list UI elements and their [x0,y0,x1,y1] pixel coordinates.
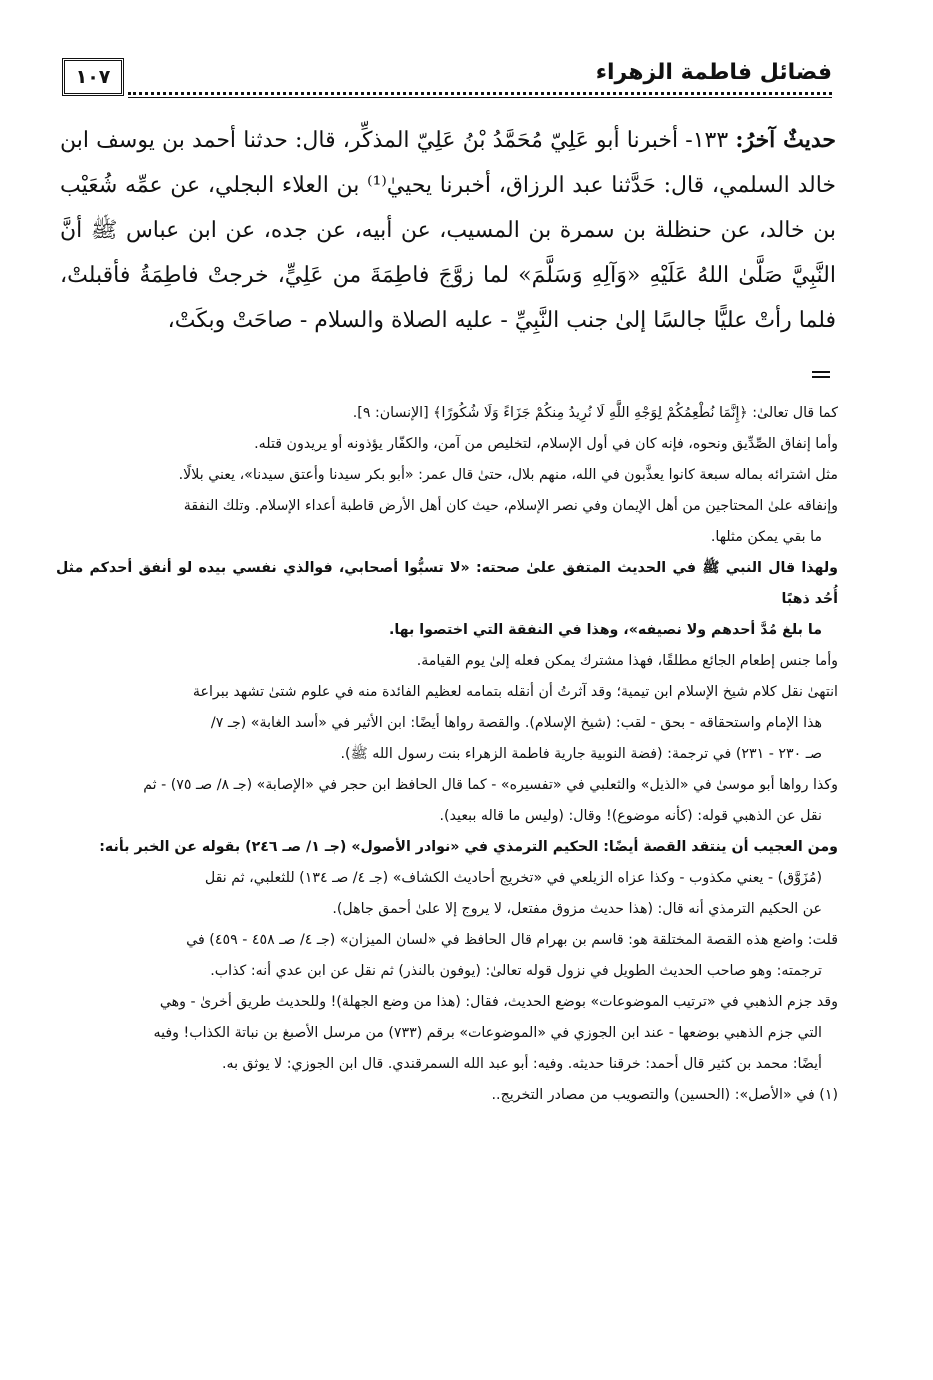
main-text [60,118,836,343]
footnote-line: نقل عن الذهبي قوله: (كأنه موضوع)! وقال: (وليس ما قاله ببعيد). [439,808,822,824]
footnote-line: هذا الإمام واستحقاقه - بحق - لقب: (شيخ الإسلام). والقصة رواها أيضًا: ابن الأثير في «أسد الغابة» (جـ ٧/ [210,715,822,731]
footnote-line: انتهىٰ نقل كلام شيخ الإسلام ابن تيمية؛ وقد آثرتُ أن أنقله بتمامه لعظيم الفائدة منه في علوم شتىٰ تشهد ببراعة [192,684,838,700]
footnote-line: ترجمته: وهو صاحب الحديث الطويل في نزول قوله تعالىٰ: (يوفون بالنذر) ثم نقل عن ابن عدي أنه: كذاب. [210,963,822,979]
footnote-line: قلت: واضع هذه القصة المختلقة هو: قاسم بن بهرام قال الحافظ في «لسان الميزان» (جـ ٤/ صـ ٤٥٨ - ٤٥٩) في [186,932,838,948]
footnote-line: وقد جزم الذهبي في «ترتيب الموضوعات» بوضع الحديث، فقال: (هذا من وضع الجهلة)! وللحديث طريق أخرىٰ - وهي [159,994,838,1010]
footnote-ref-1: (١) في «الأصل»: (الحسين) والتصويب من مصادر التخريج.. [491,1087,838,1103]
footnotes [56,398,838,1111]
footnote-line: ما بلغ مُدَّ أحدهم ولا نصيفه»، وهذا في النفقة التي اختصوا بها. [388,622,822,638]
hadith-text: ١٣٣- أخبرنا أبو عَلِيّ مُحَمَّدُ بْنُ عَلِيّ المذكِّر، قال: حدثنا أحمد بن يوسف ابن خالد السلمي، قال: حَدَّثنا عبد الرزاق، أخبرنا يحييٰ⁽¹⁾ بن العلاء البجلي، عن عمِّه شُعَيْب بن خالد، عن حنظلة بن سمرة بن المسيب، عن أبيه، عن جده، عن ابن عباس ﷺ أنَّ النَّبِيَّ صَلَّىٰ اللهُ عَلَيْهِ «وَآلِهِ وَسَلَّمَ» لما زوَّجَ فاطِمَةَ من عَلِيٍّ، خرجتْ فاطِمَةُ فأقبلتْ، فلما رأتْ عليًّا جالسًا إلىٰ جنب النَّبِيِّ - عليه الصلاة والسلام - صاحَتْ وبكَتْ، [60,128,837,333]
footnote-line: أيضًا: محمد بن كثير قال أحمد: خرقنا حديثه. وفيه: أبو عبد الله السمرقندي. قال ابن الجوزي: لا يوثق به. [221,1056,822,1072]
page-header [62,58,832,100]
footnote-line: صـ ٢٣٠ - ٢٣١) في ترجمة: (فضة النوبية جارية فاطمة الزهراء بنت رسول الله ﷺ). [340,746,822,762]
footnote-line: كما قال تعالىٰ: ﴿إِنَّمَا نُطْعِمُكُمْ لِوَجْهِ اللَّهِ لَا نُرِيدُ مِنكُمْ جَزَاءً وَلَا شُكُورًا﴾ [الإنسان: ٩]. [352,405,838,421]
header-solid-rule [128,97,832,98]
footnote-line: عن الحكيم الترمذي أنه قال: (هذا حديث مزوق مفتعل، لا يروج إلا علىٰ أحمق جاهل). [332,901,822,917]
footnote-line: وأما إنفاق الصِّدِّيق ونحوه، فإنه كان في أول الإسلام، لتخليص من آمن، والكفّار يؤذونه أو يريدون قتله. [254,436,838,452]
footnote-line: ما بقي يمكن مثلها. [710,529,822,545]
page-number: ١٠٧ [62,58,124,96]
footnote-line: التي جزم الذهبي بوضعها - عند ابن الجوزي في «الموضوعات» برقم (٧٣٣) من مرسل الأصبغ بن نباتة الكذاب! وفيه [153,1025,822,1041]
footnote-line: ومن العجيب أن ينتقد القصة أيضًا: الحكيم الترمذي في «نوادر الأصول» (جـ ١/ صـ ٢٤٦) بقوله عن الخبر بأنه: [99,839,838,855]
hadith-paragraph [60,118,836,343]
footnote-line: مثل اشترائه بماله سبعة كانوا يعذَّبون في الله، منهم بلال، حتىٰ قال عمر: «أبو بكر سيدنا وأعتق سيدنا»، يعني بلالًا. [178,467,838,483]
book-title: فضائل فاطمة الزهراء [595,60,832,85]
footnote-separator [812,371,830,378]
hadith-lead: حديثٌ آخرُ: [735,127,836,153]
footnote-line: وأما جنس إطعام الجائع مطلقًا، فهذا مشترك يمكن فعله إلىٰ يوم القيامة. [416,653,838,669]
footnote-line: (مُزَوَّق) - يعني مكذوب - وكذا عزاه الزيلعي في «تخريج أحاديث الكشاف» (جـ ٤/ صـ ١٣٤) للثعلبي، ثم نقل [204,870,822,886]
footnote-line: وكذا رواها أبو موسىٰ في «الذيل» والثعلبي في «تفسيره» - كما قال الحافظ ابن حجر في «الإصابة» (جـ ٨/ صـ ٧٥) - ثم [143,777,838,793]
header-dotted-rule [128,92,832,95]
footnote-line: ولهذا قال النبي ﷺ في الحديث المتفق علىٰ صحته: «لا تسبُّوا أصحابي، فوالذي نفسي بيده لو أنفق أحدكم مثل أُحُد ذهبًا [56,560,838,607]
footnote-line: وإنفاقه علىٰ المحتاجين من أهل الإيمان وفي نصر الإسلام، حيث كان أهل الأرض قاطبة أعداء الإسلام. وتلك النفقة [183,498,838,514]
